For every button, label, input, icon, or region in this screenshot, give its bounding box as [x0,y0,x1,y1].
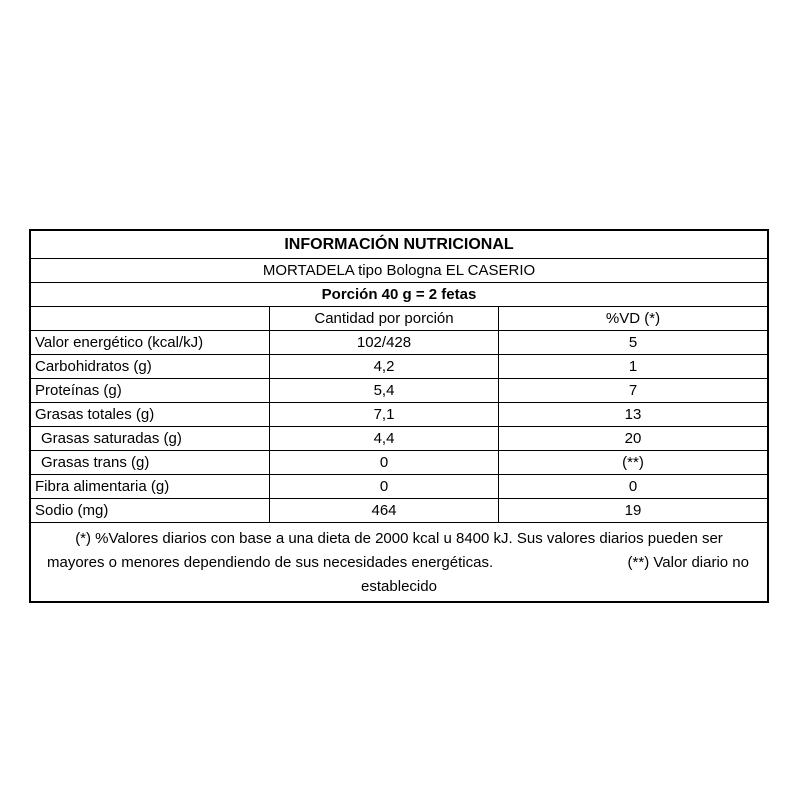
nutrient-amount: 0 [270,451,499,474]
header-nutrient [31,307,270,330]
nutrition-facts-table [29,229,769,603]
table-title: INFORMACIÓN NUTRICIONAL [284,235,514,253]
column-header-row [31,307,767,331]
table-row [31,499,767,523]
table-row [31,331,767,355]
nutrient-amount: 4,4 [270,427,499,450]
nutrient-daily-value: 20 [624,430,642,447]
product-name: MORTADELA tipo Bologna EL CASERIO [262,262,536,279]
nutrient-amount: 7,1 [270,403,499,426]
nutrient-amount: 464 [270,499,499,522]
nutrient-name: Grasas trans (g) [31,451,270,474]
product-name-row [31,259,767,283]
nutrient-name: Carbohidratos (g) [31,355,270,378]
nutrient-name: Proteínas (g) [31,379,270,402]
footnote-line-2-left: mayores o menores dependiendo de sus necesidades energéticas. [47,554,494,571]
footnote-line-3: establecido [361,578,437,595]
nutrient-name: Grasas saturadas (g) [31,427,270,450]
table-row [31,427,767,451]
nutrient-daily-value: 5 [628,334,638,351]
table-row [31,379,767,403]
table-row [31,475,767,499]
nutrient-daily-value: (**) [622,454,644,471]
footnote-line-2-right: (**) Valor diario no [627,554,749,571]
nutrient-daily-value: 19 [624,502,642,519]
nutrient-amount: 102/428 [270,331,499,354]
header-daily-value: %VD (*) [605,310,661,327]
table-row [31,403,767,427]
footnote-line-1: (*) %Valores diarios con base a una dieta de 2000 kcal u 8400 kJ. Sus valores diarios pueden ser [75,530,723,547]
nutrient-amount: 4,2 [270,355,499,378]
footnote-line-2 [39,551,759,575]
nutrient-amount: 0 [270,475,499,498]
table-row [31,355,767,379]
nutrient-name: Valor energético (kcal/kJ) [31,331,270,354]
table-title-row [31,231,767,259]
portion-row [31,283,767,307]
nutrient-name: Sodio (mg) [31,499,270,522]
table-row [31,451,767,475]
portion-size: Porción 40 g = 2 fetas [321,286,477,303]
nutrient-amount: 5,4 [270,379,499,402]
nutrient-name: Fibra alimentaria (g) [31,475,270,498]
footnote [31,523,767,601]
nutrient-daily-value: 13 [624,406,642,423]
nutrient-daily-value: 1 [628,358,638,375]
nutrient-name: Grasas totales (g) [31,403,270,426]
nutrient-daily-value: 7 [628,382,638,399]
nutrient-daily-value: 0 [628,478,638,495]
header-amount: Cantidad por porción [270,307,499,330]
